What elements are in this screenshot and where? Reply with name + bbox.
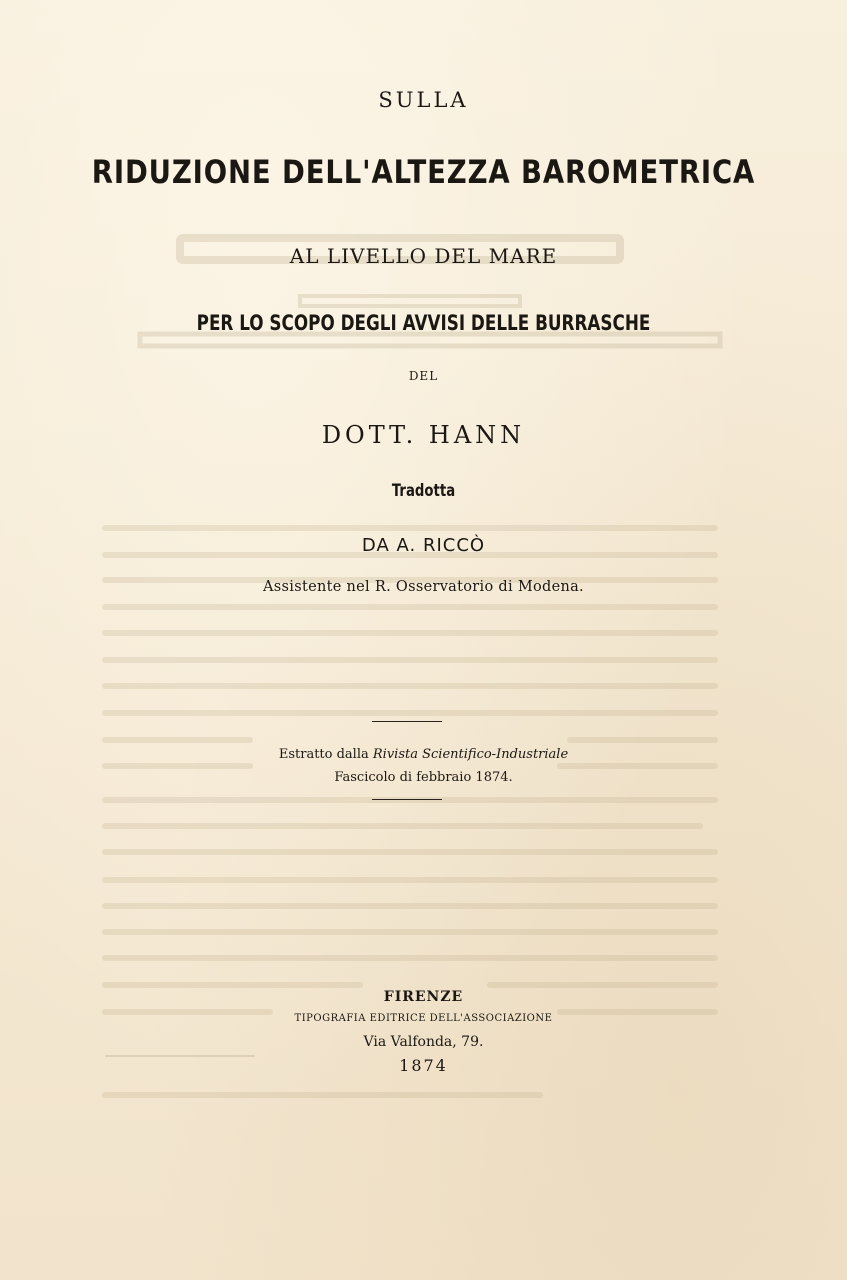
translator-role: Assistente nel R. Osservatorio di Modena. <box>263 579 584 595</box>
divider-bottom <box>372 799 442 800</box>
extract-prefix: Estratto dalla <box>278 747 369 762</box>
connector-del: DEL <box>408 369 439 383</box>
translated-label: Tradotta <box>391 481 456 501</box>
imprint-address: Via Valfonda, 79. <box>363 1034 484 1050</box>
imprint-city: FIRENZE <box>383 989 464 1005</box>
translator-name: DA A. RICCÒ <box>361 535 486 556</box>
extract-line <box>0 748 847 761</box>
subtitle-sea-level: AL LIVELLO DEL MARE <box>289 244 558 268</box>
author-name: DOTT. HANN <box>321 421 526 449</box>
imprint-printer: TIPOGRAFIA EDITRICE DELL'ASSOCIAZIONE <box>294 1013 553 1024</box>
heading-sulla: SULLA <box>378 88 469 112</box>
journal-name: Rivista Scientifico-Industriale <box>372 747 569 762</box>
imprint-year: 1874 <box>399 1056 448 1075</box>
subtitle-storm-warnings: PER LO SCOPO DEGLI AVVISI DELLE BURRASCHE <box>196 311 651 335</box>
divider-top <box>372 721 442 722</box>
main-title: RIDUZIONE DELL'ALTEZZA BAROMETRICA <box>91 153 756 191</box>
issue-line: Fascicolo di febbraio 1874. <box>334 770 513 785</box>
